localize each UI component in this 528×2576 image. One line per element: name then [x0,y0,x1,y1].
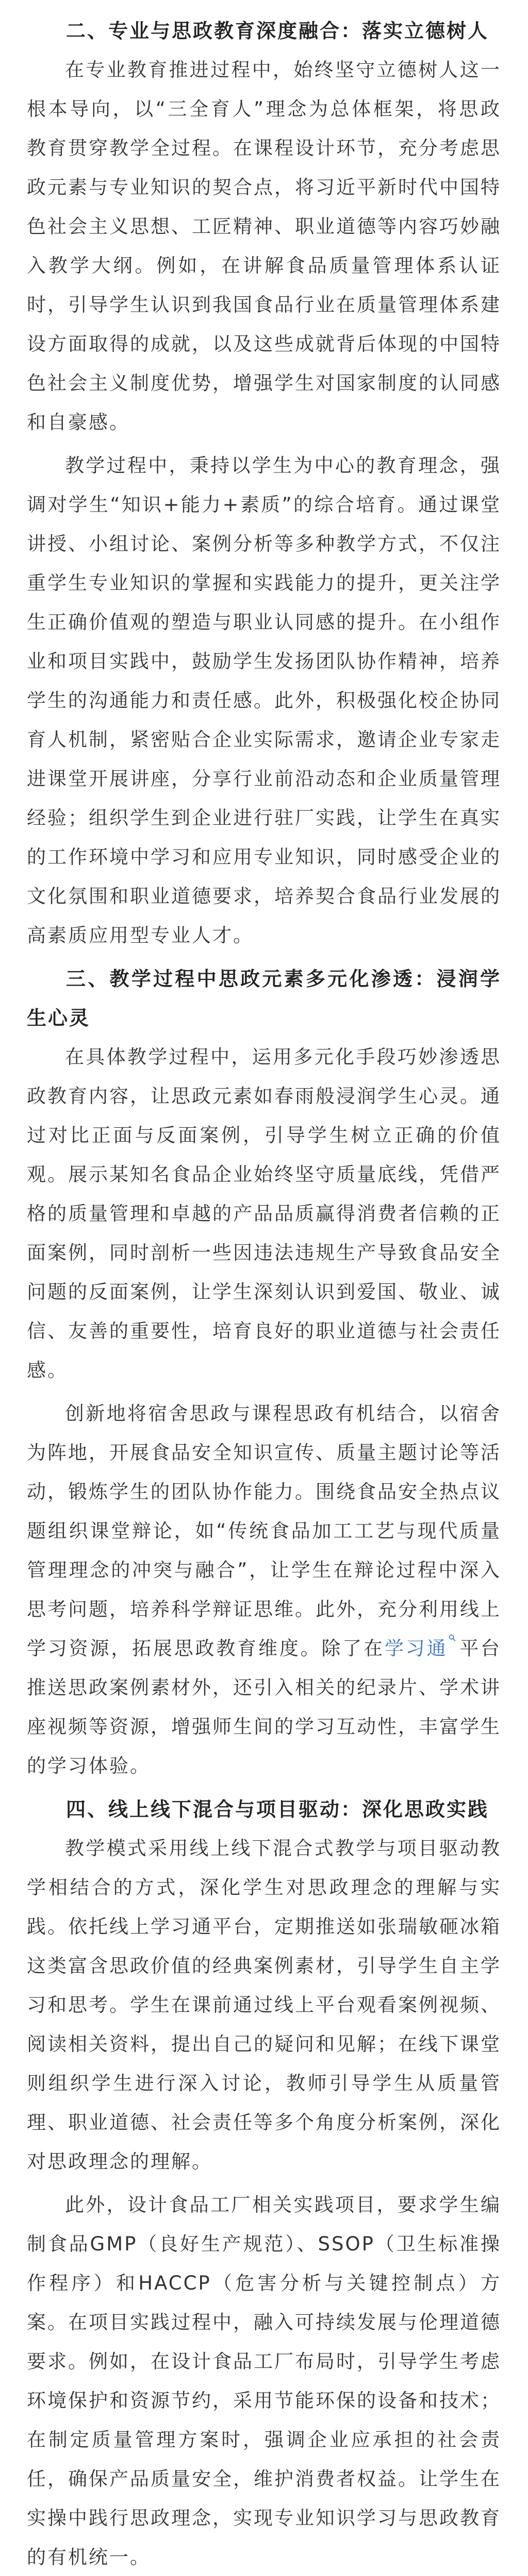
paragraph: 教学模式采用线上线下混合式教学与项目驱动教学相结合的方式，深化学生对思政理念的理解与实践。依托线上学习通平台，定期推送如张瑞敏砸冰箱这类富含思政价值的经典案例素材，引导学生自主学习和思考。学生在课前通过线上平台观看案例视频、阅读相关资料，提出自己的疑问和见解；在线下课堂则组织学生进行深入讨论，教师引导学生从质量管理、职业道德、社会责任等多个角度分析案例，深化对思政理念的理解。 [27,1837,501,2173]
paragraph-text: 创新地将宿舍思政与课程思政有机结合，以宿舍为阵地，开展食品安全知识宣传、质量主题讨论等活动，锻炼学生的团队协作能力。围绕食品安全热点议题组织课堂辩论，如“传统食品加工工艺与现代质量管理理念的冲突与融合”，让学生在辩论过程中深入思考问题，培养科学辩证思维。此外，充分利用线上学习资源，拓展思政教育维度。除了在 [27,1402,501,1659]
paragraph-with-link [27,1394,501,1786]
paragraph: 在具体教学过程中，运用多元化手段巧妙渗透思政教育内容，让思政元素如春雨般浸润学生心灵。通过对比正面与反面案例，引导学生树立正确的价值观。展示某知名食品企业始终坚守质量底线，凭借严格的质量管理和卓越的产品品质赢得消费者信赖的正面案例，同时剖析一些因违法违规生产导致食品安全问题的反面案例，让学生深刻认识到爱国、敬业、诚信、友善的重要性，培育良好的职业道德与社会责任感。 [27,1046,501,1381]
section-heading-2: 二、专业与思政教育深度融合：落实立德树人 [66,20,489,42]
paragraph: 此外，设计食品工厂相关实践项目，要求学生编制食品GMP（良好生产规范）、SSOP（卫生标准操作程序）和HACCP（危害分析与关键控制点）方案。在项目实践过程中，融入可持续发展与伦理道德要求。例如，在设计食品工厂布局时，引导学生考虑环境保护和资源节约，采用节能环保的设备和技术；在制定质量管理方案时，强调企业应承担的社会责任，确保产品质量安全，维护消费者权益。让学生在实操中践行思政理念，实现专业知识学习与思政教育的有机统一。 [27,2194,501,2568]
xuexitong-link[interactable] [385,1637,459,1659]
paragraph: 在专业教育推进过程中，始终坚守立德树人这一根本导向，以“三全育人”理念为总体框架，将思政教育贯穿教学全过程。在课程设计环节，充分考虑思政元素与专业知识的契合点，将习近平新时代中国特色社会主义思想、工匠精神、职业道德等内容巧妙融入教学大纲。例如，在讲解食品质量管理体系认证时，引导学生认识到我国食品行业在质量管理体系建设方面取得的成就，以及这些成就背后体现的中国特色社会主义制度优势，增强学生对国家制度的认同感和自豪感。 [27,59,501,433]
section-heading-3: 三、教学过程中思政元素多元化渗透：浸润学生心灵 [27,968,501,1029]
paragraph: 教学过程中，秉持以学生为中心的教育理念，强调对学生“知识+能力+素质”的综合培育。通过课堂讲授、小组讨论、案例分析等多种教学方式，不仅注重学生专业知识的掌握和实践能力的提升，更关注学生正确价值观的塑造与职业认同感的提升。在小组作业和项目实践中，鼓励学生发扬团队协作精神，培养学生的沟通能力和责任感。此外，积极强化校企协同育人机制，紧密贴合企业实际需求，邀请企业专家走进课堂开展讲座，分享行业前沿动态和企业质量管理经验；组织学生到企业进行驻厂实践，让学生在真实的工作环境中学习和应用专业知识，同时感受企业的文化氛围和职业道德要求，培养契合食品行业发展的高素质应用型专业人才。 [27,454,501,946]
search-icon [449,1634,456,1641]
paragraph-text: 平台推送思政案例素材外，还引入相关的纪录片、学术讲座视频等资源，增强师生间的学习互动性，丰富学生的学习体验。 [27,1637,502,1777]
section-heading-4: 四、线上线下混合与项目驱动：深化思政实践 [66,1798,489,1821]
link-text[interactable]: 学习通 [384,1637,448,1659]
